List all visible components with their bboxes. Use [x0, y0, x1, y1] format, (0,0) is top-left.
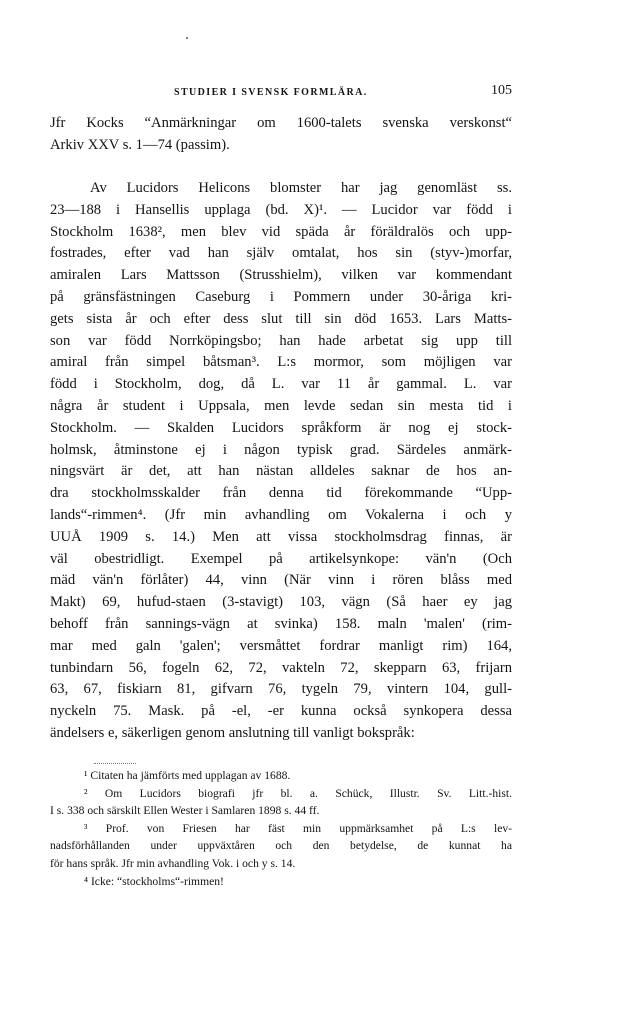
paragraph-line: UUÅ 1909 s. 14.) Men att vissa stockholmsdrag finnas, är	[50, 528, 512, 545]
paragraph-line: behoff från sannings-vägn at svinka) 158. maln 'malen' (rim-	[50, 615, 512, 632]
paragraph-line: 23—188 i Hansellis upplaga (bd. X)¹. — Lucidor var född i	[50, 201, 512, 218]
paragraph-line: son var född Norrköpingsbo; han hade arbetat sig upp till	[50, 332, 512, 349]
paragraph-line: gets sista år och efter dess slut till sin död 1653. Lars Matts-	[50, 310, 512, 327]
paragraph-line: mar med galn 'galen'; versmåttet fordrar manligt rim) 164,	[50, 637, 512, 654]
paragraph-line: amiralen Lars Mattsson (Strusshielm), vilken var kommendant	[50, 267, 512, 284]
running-title: STUDIER I SVENSK FORMLÄRA.	[174, 87, 368, 98]
reference-block	[50, 113, 512, 157]
paragraph-line: mäd vän'n förlåter) 44, vinn (När vinn i rören blåss med	[50, 572, 512, 589]
reference-line: Jfr Kocks “Anmärkningar om 1600-talets svenska verskonst“	[50, 115, 512, 131]
footnote-line: för hans språk. Jfr min avhandling Vok. i och y s. 14.	[50, 856, 296, 870]
main-paragraph	[50, 178, 512, 745]
paragraph-line: väl obestridligt. Exempel på artikelsynkope: vän'n (Och	[50, 550, 512, 567]
footnote-line: I s. 338 och särskilt Ellen Wester i Samlaren 1898 s. 44 ff.	[50, 804, 320, 818]
footnote-3	[50, 820, 512, 873]
paragraph-line: holmsk, åtminstone ej i någon typisk grad. Särdeles anmärk-	[50, 441, 512, 458]
paragraph-line: Stockholm 1638², men blev vid späda år föräldralös och upp-	[50, 223, 512, 240]
footnote-line: ⁴ Icke: “stockholms“-rimmen!	[84, 874, 224, 888]
paragraph-line: tunbindarn 56, fogeln 62, 72, vakteln 72, skepparn 63, frijarn	[50, 659, 512, 676]
footnote-2	[50, 785, 512, 820]
paragraph-line: lands“-rimmen⁴. (Jfr min avhandling om Vokalerna i och y	[50, 506, 512, 523]
paragraph-line: 63, 67, fiskiarn 81, gifvarn 76, tygeln 79, vintern 104, gull-	[50, 681, 512, 698]
paragraph-line: Makt) 69, hufud-staen (3-stavigt) 103, vägn (Så haer ey jag	[50, 594, 512, 611]
reference-line: Arkiv XXV s. 1—74 (passim).	[50, 136, 230, 153]
footnote-1	[50, 767, 512, 785]
footnote-divider	[94, 763, 136, 764]
paragraph-line: född i Stockholm, dog, då L. var 11 år gammal. L. var	[50, 376, 512, 393]
paragraph-line: amiral från simpel båtsman³. L:s mormor, som möjligen var	[50, 354, 512, 371]
running-head	[52, 83, 512, 103]
print-speck	[186, 37, 188, 39]
footnote-line: nadsförhållanden under uppväxtåren och den betydelse, de kunnat ha	[50, 839, 512, 853]
paragraph-line: dra stockholmsskalder från denna tid förekommande “Upp-	[50, 485, 512, 502]
footnote-4	[50, 873, 512, 891]
footnote-line: ³ Prof. von Friesen har fäst min uppmärksamhet på L:s lev-	[84, 821, 512, 835]
paragraph-line: ningsvärt är det, att han nästan alldeles saknar de hos an-	[50, 463, 512, 480]
footnote-line: ² Om Lucidors biografi jfr bl. a. Schück, Illustr. Sv. Litt.-hist.	[84, 786, 512, 800]
paragraph-line: några år student i Uppsala, men levde sedan sin mesta tid i	[50, 397, 512, 414]
paragraph-line: Stockholm. — Skalden Lucidors språkform är nog ej stock-	[50, 419, 512, 436]
paragraph-line: fostrades, efter vad han själv omtalat, hos sin (styv-)morfar,	[50, 245, 512, 262]
page-number: 105	[491, 83, 512, 98]
paragraph-line: Av Lucidors Helicons blomster har jag genomläst ss.	[90, 180, 512, 196]
paragraph-line: ändelsers e, säkerligen genom anslutning till vanligt bokspråk:	[50, 724, 415, 741]
paragraph-line: på gränsfästningen Caseburg i Pommern under 30-åriga kri-	[50, 288, 512, 305]
footnotes	[50, 767, 512, 890]
footnote-line: ¹ Citaten ha jämförts med upplagan av 1688.	[84, 769, 291, 782]
paragraph-line: nyckeln 75. Mask. på -el, -er kunna också synkopera dessa	[50, 703, 512, 720]
